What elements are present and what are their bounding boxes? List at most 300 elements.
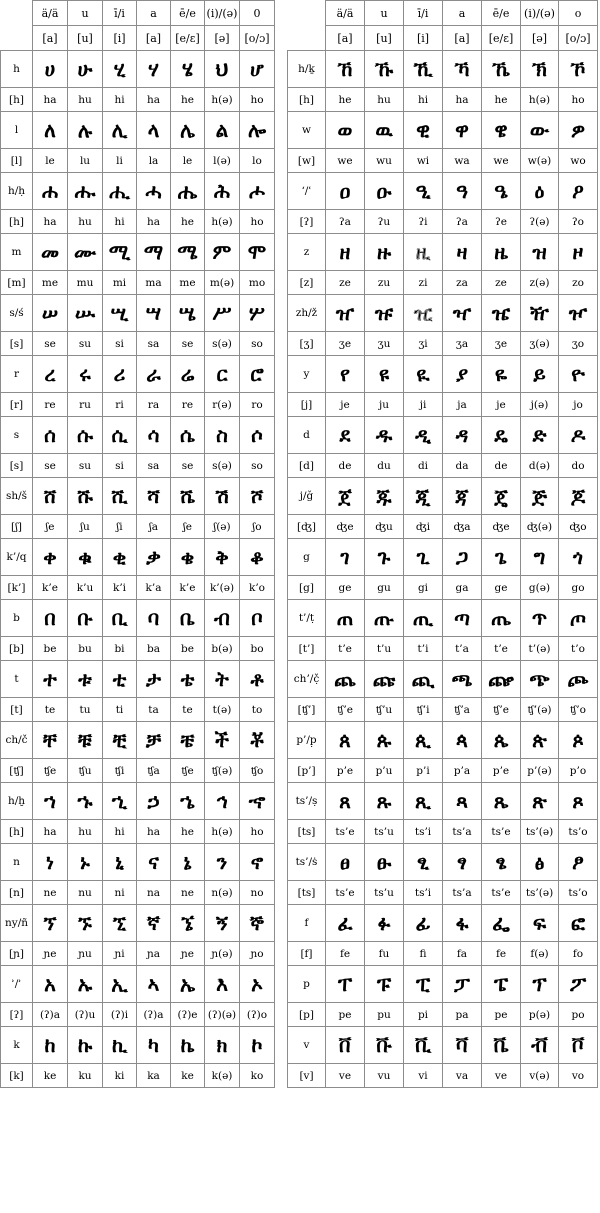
syllable-transliteration: ʒu — [365, 332, 404, 356]
syllable-glyph: ቡ — [68, 600, 103, 637]
syllable-glyph: ሾ — [240, 478, 275, 515]
syllable-glyph: ኚ — [103, 905, 137, 942]
syllable-glyph: ም — [205, 234, 240, 271]
syllable-transliteration: ts’i — [404, 881, 443, 905]
syllable-glyph: ግ — [521, 539, 559, 576]
consonant-ipa: [ʒ] — [288, 332, 326, 356]
syllable-glyph: ጰ — [326, 722, 365, 759]
syllable-transliteration: ja — [443, 393, 482, 417]
syllable-glyph: ጩ — [365, 661, 404, 698]
syllable-glyph: ሱ — [68, 417, 103, 454]
syllable-transliteration: bi — [103, 637, 137, 661]
syllable-transliteration: la — [137, 149, 171, 173]
syllable-transliteration: nu — [68, 881, 103, 905]
syllable-glyph: ሸ — [33, 478, 68, 515]
syllable-glyph: ዌ — [482, 112, 521, 149]
syllable-glyph: ቻ — [137, 722, 171, 759]
syllable-transliteration: tu — [68, 698, 103, 722]
syllable-row — [1, 539, 275, 576]
syllable-glyph: ቀ — [33, 539, 68, 576]
syllable-transliteration: ts’e — [326, 820, 365, 844]
syllable-glyph: ኮ — [240, 1027, 275, 1064]
consonant-label: zh/ž — [288, 295, 326, 332]
consonant-label: p’/p̣ — [288, 722, 326, 759]
syllable-transliteration: pu — [365, 1003, 404, 1027]
syllable-transliteration: ʧ’(ə) — [521, 698, 559, 722]
syllable-transliteration: vo — [559, 1064, 598, 1088]
transliteration-row — [288, 271, 598, 295]
syllable-transliteration: po — [559, 1003, 598, 1027]
syllable-row — [288, 600, 598, 637]
vowel-letter-header: u — [68, 1, 103, 26]
consonant-ipa: [p’] — [288, 759, 326, 783]
syllable-glyph: ጹ — [365, 783, 404, 820]
syllable-transliteration: pe — [326, 1003, 365, 1027]
syllable-transliteration: p’e — [326, 759, 365, 783]
syllable-glyph: ሺ — [103, 478, 137, 515]
syllable-transliteration: n(ə) — [205, 881, 240, 905]
syllable-glyph: ቃ — [137, 539, 171, 576]
syllable-transliteration: ʔu — [365, 210, 404, 234]
syllable-glyph: ቁ — [68, 539, 103, 576]
syllable-row — [1, 844, 275, 881]
syllable-transliteration: re — [171, 393, 205, 417]
syllable-transliteration: ts’e — [482, 820, 521, 844]
syllable-row — [288, 356, 598, 393]
syllable-transliteration: bu — [68, 637, 103, 661]
syllable-transliteration: ʃo — [240, 515, 275, 539]
syllable-glyph: ሞ — [240, 234, 275, 271]
consonant-ipa: [l] — [1, 149, 33, 173]
syllable-transliteration: ho — [240, 820, 275, 844]
syllable-glyph: ሻ — [137, 478, 171, 515]
syllable-transliteration: ma — [137, 271, 171, 295]
syllable-transliteration: f(ə) — [521, 942, 559, 966]
consonant-label: t’/ṭ — [288, 600, 326, 637]
transliteration-row — [1, 942, 275, 966]
consonant-ipa: [b] — [1, 637, 33, 661]
syllable-transliteration: ʤe — [326, 515, 365, 539]
syllable-transliteration: pi — [404, 1003, 443, 1027]
vowel-ipa-header: [ə] — [521, 26, 559, 51]
vowel-ipa-header: [u] — [68, 26, 103, 51]
syllable-transliteration: se — [33, 332, 68, 356]
syllable-transliteration: (ʔ)e — [171, 1003, 205, 1027]
transliteration-row — [288, 820, 598, 844]
consonant-ipa: [p] — [288, 1003, 326, 1027]
transliteration-row — [1, 576, 275, 600]
syllable-glyph: ወ — [326, 112, 365, 149]
syllable-transliteration: ts’a — [443, 820, 482, 844]
syllable-glyph: ገ — [326, 539, 365, 576]
vowel-ipa-header: [a] — [137, 26, 171, 51]
syllable-glyph: ሪ — [103, 356, 137, 393]
consonant-label: ʾ/ʾ — [1, 966, 33, 1003]
consonant-label: h — [1, 51, 33, 88]
syllable-transliteration: t’e — [482, 637, 521, 661]
transliteration-row — [288, 210, 598, 234]
transliteration-row — [1, 515, 275, 539]
syllable-transliteration: l(ə) — [205, 149, 240, 173]
syllabary-table-right — [287, 0, 598, 1088]
syllable-transliteration: hu — [365, 88, 404, 112]
syllable-glyph: ዛ — [443, 234, 482, 271]
syllable-glyph: ኙ — [68, 905, 103, 942]
syllable-transliteration: be — [33, 637, 68, 661]
syllable-glyph: ኹ — [365, 51, 404, 88]
syllable-glyph: ው — [521, 112, 559, 149]
syllable-transliteration: ʒa — [443, 332, 482, 356]
syllable-transliteration: ʔ(ə) — [521, 210, 559, 234]
syllable-glyph: ኑ — [68, 844, 103, 881]
syllable-transliteration: we — [326, 149, 365, 173]
syllable-glyph: ሴ — [171, 417, 205, 454]
syllable-transliteration: do — [559, 454, 598, 478]
syllable-transliteration: pe — [482, 1003, 521, 1027]
syllable-glyph: ጮ — [559, 661, 598, 698]
syllable-row — [288, 1027, 598, 1064]
syllable-transliteration: je — [482, 393, 521, 417]
syllable-transliteration: ta — [137, 698, 171, 722]
syllable-transliteration: (ʔ)(ə) — [205, 1003, 240, 1027]
consonant-ipa: [m] — [1, 271, 33, 295]
syllable-transliteration: ro — [240, 393, 275, 417]
syllable-glyph: ፉ — [365, 905, 404, 942]
syllable-row — [1, 417, 275, 454]
syllable-glyph: ሲ — [103, 417, 137, 454]
syllable-transliteration: t’e — [326, 637, 365, 661]
transliteration-row — [1, 637, 275, 661]
consonant-ipa: [r] — [1, 393, 33, 417]
syllable-glyph: ቩ — [365, 1027, 404, 1064]
syllable-transliteration: s(ə) — [205, 454, 240, 478]
syllable-glyph: ሁ — [68, 51, 103, 88]
syllable-glyph: ቾ — [240, 722, 275, 759]
syllable-transliteration: he — [171, 820, 205, 844]
transliteration-row — [288, 515, 598, 539]
transliteration-row — [288, 576, 598, 600]
header-row-ipa — [288, 26, 598, 51]
syllable-transliteration: vu — [365, 1064, 404, 1088]
transliteration-row — [1, 88, 275, 112]
consonant-label: ts’/ṡ — [288, 844, 326, 881]
syllable-glyph: ኃ — [137, 783, 171, 820]
syllable-glyph: ዋ — [443, 112, 482, 149]
consonant-label: ch/č — [1, 722, 33, 759]
syllable-transliteration: ʧe — [171, 759, 205, 783]
consonant-ipa: [ts] — [288, 820, 326, 844]
syllable-glyph: ች — [205, 722, 240, 759]
consonant-label: f — [288, 905, 326, 942]
syllable-transliteration: je — [326, 393, 365, 417]
syllable-glyph: ሖ — [240, 173, 275, 210]
syllable-glyph: ቨ — [326, 1027, 365, 1064]
vowel-ipa-header: [i] — [103, 26, 137, 51]
consonant-ipa: [ʔ] — [1, 1003, 33, 1027]
syllable-glyph: ጌ — [482, 539, 521, 576]
syllable-row — [288, 661, 598, 698]
syllable-glyph: ፎ — [559, 905, 598, 942]
syllable-transliteration: he — [482, 88, 521, 112]
syllable-glyph: ኒ — [103, 844, 137, 881]
consonant-ipa: [h] — [1, 820, 33, 844]
syllable-glyph: ጶ — [559, 722, 598, 759]
syllable-transliteration: sa — [137, 454, 171, 478]
consonant-label: v — [288, 1027, 326, 1064]
syllable-glyph: ጭ — [521, 661, 559, 698]
syllable-glyph: ዐ — [326, 173, 365, 210]
syllable-glyph: ኂ — [103, 783, 137, 820]
syllable-transliteration: me — [171, 271, 205, 295]
syllable-transliteration: ʔa — [443, 210, 482, 234]
consonant-ipa: [h] — [288, 88, 326, 112]
syllable-transliteration: h(ə) — [205, 88, 240, 112]
syllable-glyph: ሡ — [68, 295, 103, 332]
syllable-glyph: ሳ — [137, 417, 171, 454]
syllable-glyph: ዉ — [365, 112, 404, 149]
syllable-transliteration: ki — [103, 1064, 137, 1088]
syllable-transliteration: ho — [559, 88, 598, 112]
syllable-glyph: ቶ — [240, 661, 275, 698]
syllable-transliteration: k’a — [137, 576, 171, 600]
syllable-transliteration: gi — [404, 576, 443, 600]
syllable-transliteration: hi — [103, 88, 137, 112]
syllable-transliteration: ke — [171, 1064, 205, 1088]
syllable-glyph: ቹ — [68, 722, 103, 759]
syllable-glyph: ር — [205, 356, 240, 393]
syllable-transliteration: (ʔ)a — [33, 1003, 68, 1027]
syllable-glyph: ዝ — [521, 234, 559, 271]
syllable-glyph: ሒ — [103, 173, 137, 210]
consonant-label: r — [1, 356, 33, 393]
syllable-row — [288, 539, 598, 576]
syllable-glyph: ቬ — [482, 1027, 521, 1064]
syllable-glyph: ጼ — [482, 783, 521, 820]
consonant-ipa: [j] — [288, 393, 326, 417]
syllable-transliteration: si — [103, 332, 137, 356]
syllable-transliteration: sa — [137, 332, 171, 356]
syllable-transliteration: wo — [559, 149, 598, 173]
syllable-glyph: ኡ — [68, 966, 103, 1003]
syllable-glyph: ኬ — [171, 1027, 205, 1064]
syllable-transliteration: su — [68, 454, 103, 478]
syllable-transliteration: wa — [443, 149, 482, 173]
consonant-label: y — [288, 356, 326, 393]
vowel-letter-header: a — [443, 1, 482, 26]
syllable-transliteration: r(ə) — [205, 393, 240, 417]
syllable-transliteration: m(ə) — [205, 271, 240, 295]
syllable-glyph: ጬ — [482, 661, 521, 698]
syllable-transliteration: vi — [404, 1064, 443, 1088]
syllable-glyph: ቫ — [443, 1027, 482, 1064]
syllable-transliteration: ve — [326, 1064, 365, 1088]
syllable-glyph: ፕ — [521, 966, 559, 1003]
syllable-transliteration: ts’e — [482, 881, 521, 905]
syllable-glyph: ጣ — [443, 600, 482, 637]
consonant-ipa: [ts] — [288, 881, 326, 905]
consonant-label: h/ḫ — [1, 783, 33, 820]
syllable-transliteration: ha — [33, 88, 68, 112]
syllable-transliteration: ʧ’e — [326, 698, 365, 722]
syllable-glyph: ፌ — [482, 905, 521, 942]
consonant-label: s — [1, 417, 33, 454]
syllable-transliteration: w(ə) — [521, 149, 559, 173]
syllable-row — [288, 722, 598, 759]
syllable-transliteration: ʒ(ə) — [521, 332, 559, 356]
consonant-label: t — [1, 661, 33, 698]
syllable-transliteration: ɲe — [171, 942, 205, 966]
syllable-transliteration: hi — [103, 820, 137, 844]
consonant-ipa: [s] — [1, 454, 33, 478]
syllable-glyph: ኛ — [137, 905, 171, 942]
syllable-transliteration: p(ə) — [521, 1003, 559, 1027]
consonant-label: l — [1, 112, 33, 149]
syllable-row — [288, 844, 598, 881]
syllable-glyph: ዳ — [443, 417, 482, 454]
syllable-transliteration: ʒe — [482, 332, 521, 356]
syllable-glyph: አ — [33, 966, 68, 1003]
syllable-transliteration: ba — [137, 637, 171, 661]
syllable-glyph: ጥ — [521, 600, 559, 637]
syllable-glyph: ዪ — [404, 356, 443, 393]
syllable-glyph: ደ — [326, 417, 365, 454]
syllable-transliteration: ʧa — [137, 759, 171, 783]
syllable-glyph: ሶ — [240, 417, 275, 454]
consonant-ipa: [t’] — [288, 637, 326, 661]
syllable-transliteration: ʔa — [326, 210, 365, 234]
syllable-transliteration: wu — [365, 149, 404, 173]
syllable-transliteration: ʃ(ə) — [205, 515, 240, 539]
consonant-ipa: [g] — [288, 576, 326, 600]
header-corner — [288, 26, 326, 51]
header-corner — [1, 26, 33, 51]
syllable-glyph: ዘ — [326, 234, 365, 271]
vowel-letter-header: o — [559, 1, 598, 26]
syllable-transliteration: ts’o — [559, 881, 598, 905]
syllable-transliteration: ti — [103, 698, 137, 722]
syllable-transliteration: za — [443, 271, 482, 295]
syllable-glyph: ራ — [137, 356, 171, 393]
syllable-transliteration: (ʔ)i — [103, 1003, 137, 1027]
consonant-ipa: [n] — [1, 881, 33, 905]
header-corner — [288, 1, 326, 26]
syllable-transliteration: ʧo — [240, 759, 275, 783]
consonant-ipa: [z] — [288, 271, 326, 295]
syllable-glyph: ቱ — [68, 661, 103, 698]
consonant-label: m — [1, 234, 33, 271]
syllabary-table-left — [0, 0, 275, 1088]
syllable-transliteration: ts’i — [404, 820, 443, 844]
syllable-transliteration: hi — [103, 210, 137, 234]
syllable-glyph: ዖ — [559, 173, 598, 210]
syllable-transliteration: ha — [137, 820, 171, 844]
header-corner — [1, 1, 33, 26]
transliteration-row — [288, 1003, 598, 1027]
syllable-glyph: ዚ — [404, 234, 443, 271]
consonant-label: sh/š — [1, 478, 33, 515]
syllable-glyph: ና — [137, 844, 171, 881]
syllable-transliteration: ʤ(ə) — [521, 515, 559, 539]
transliteration-row — [288, 759, 598, 783]
syllable-transliteration: we — [482, 149, 521, 173]
vowel-letter-header: ä/ä — [33, 1, 68, 26]
syllable-glyph: ሆ — [240, 51, 275, 88]
syllable-row — [288, 905, 598, 942]
syllable-glyph: ዓ — [443, 173, 482, 210]
syllable-transliteration: bo — [240, 637, 275, 661]
transliteration-row — [1, 698, 275, 722]
syllable-transliteration: ɲu — [68, 942, 103, 966]
syllable-glyph: ጳ — [443, 722, 482, 759]
syllable-glyph: ጂ — [404, 478, 443, 515]
syllable-row — [1, 356, 275, 393]
syllable-glyph: ቸ — [33, 722, 68, 759]
vowel-letter-header: (i)/(ə) — [205, 1, 240, 26]
syllable-transliteration: si — [103, 454, 137, 478]
syllable-glyph: በ — [33, 600, 68, 637]
syllable-glyph: ፖ — [559, 966, 598, 1003]
transliteration-row — [288, 149, 598, 173]
syllable-transliteration: (ʔ)a — [137, 1003, 171, 1027]
syllable-row — [288, 478, 598, 515]
consonant-ipa: [ɲ] — [1, 942, 33, 966]
syllable-row — [1, 783, 275, 820]
vowel-letter-header: ē/e — [482, 1, 521, 26]
syllable-glyph: ሰ — [33, 417, 68, 454]
syllable-glyph: ቦ — [240, 600, 275, 637]
consonant-ipa: [k’] — [1, 576, 33, 600]
transliteration-row — [1, 1003, 275, 1027]
syllable-glyph: ጾ — [559, 783, 598, 820]
syllable-transliteration: ʧ’o — [559, 698, 598, 722]
syllable-transliteration: t’(ə) — [521, 637, 559, 661]
syllable-glyph: እ — [205, 966, 240, 1003]
syllable-transliteration: v(ə) — [521, 1064, 559, 1088]
syllable-transliteration: ts’o — [559, 820, 598, 844]
syllable-glyph: ፃ — [443, 844, 482, 881]
transliteration-row — [288, 393, 598, 417]
syllable-transliteration: he — [326, 88, 365, 112]
syllable-glyph: ፀ — [326, 844, 365, 881]
transliteration-row — [1, 332, 275, 356]
syllable-glyph: ሄ — [171, 51, 205, 88]
syllable-glyph: ፄ — [482, 844, 521, 881]
syllable-glyph: ኻ — [443, 51, 482, 88]
consonant-label: j/ǧ — [288, 478, 326, 515]
syllable-row — [1, 1027, 275, 1064]
syllable-row — [288, 173, 598, 210]
consonant-ipa: [ʔ] — [288, 210, 326, 234]
consonant-label: h/ḥ — [1, 173, 33, 210]
syllable-glyph: ሃ — [137, 51, 171, 88]
syllable-transliteration: t(ə) — [205, 698, 240, 722]
vowel-ipa-header: [a] — [443, 26, 482, 51]
syllable-glyph: ጊ — [404, 539, 443, 576]
syllable-glyph: ዮ — [559, 356, 598, 393]
vowel-letter-header: (i)/(ə) — [521, 1, 559, 26]
syllable-glyph: ን — [205, 844, 240, 881]
syllable-transliteration: k’e — [33, 576, 68, 600]
syllable-transliteration: j(ə) — [521, 393, 559, 417]
vowel-ipa-header: [u] — [365, 26, 404, 51]
syllable-row — [1, 478, 275, 515]
syllable-glyph: ሽ — [205, 478, 240, 515]
syllable-glyph: ኀ — [33, 783, 68, 820]
syllable-transliteration: ʃe — [171, 515, 205, 539]
syllable-glyph: ፐ — [326, 966, 365, 1003]
syllable-transliteration: te — [33, 698, 68, 722]
syllable-transliteration: k’o — [240, 576, 275, 600]
